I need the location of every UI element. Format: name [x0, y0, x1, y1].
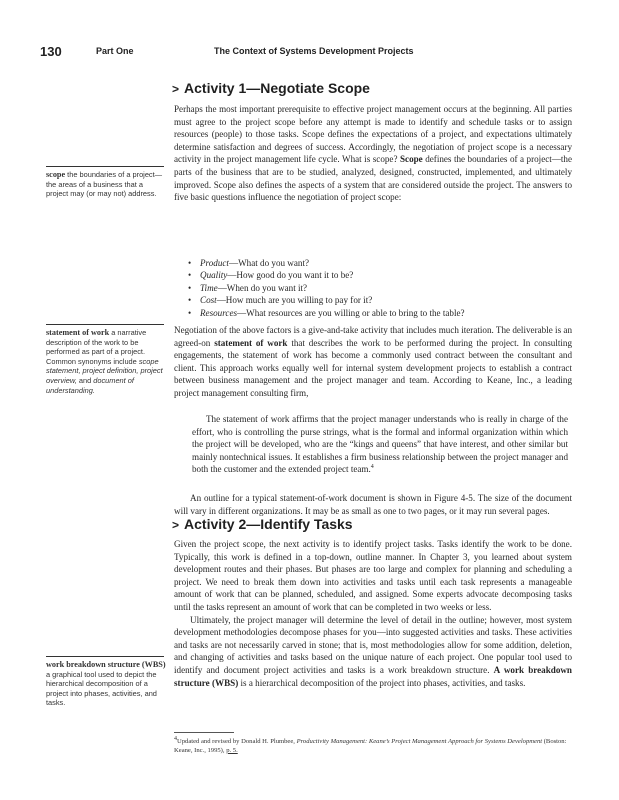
margin-rule [46, 656, 164, 657]
list-item: • Cost—How much are you willing to pay for it? [188, 294, 568, 306]
part-label: Part One [96, 46, 134, 56]
activity1-paragraph-2: Negotiation of the above factors is a give-and-take activity that includes much iteration. The deliverable is an agreed-on statement of work that describes the work to be performed during the project. In consulting engagements, the statement of work has become a commonly used contract between the consultant and client. This approach works equally well for internal system development projects to establish a contract between business management and the project manager and team. According to Keane, Inc., a leading project management consulting firm, [174, 325, 572, 398]
margin-rule [46, 166, 164, 167]
margin-rule [46, 324, 164, 325]
list-item: • Time—When do you want it? [188, 282, 568, 294]
list-item: • Product—What do you want? [188, 257, 568, 269]
statement-of-work-term: statement of work [214, 337, 288, 348]
running-title: The Context of Systems Development Projects [214, 46, 414, 56]
activity2-heading: > Activity 2—Identify Tasks [172, 516, 353, 532]
activity1-heading: > Activity 1—Negotiate Scope [172, 80, 370, 96]
activity1-paragraph-3: An outline for a typical statement-of-work document is shown in Figure 4-5. The size of the document will vary in different organizations. It may be as small as one to two pages, or it may run several pages. [174, 493, 572, 516]
margin-note-wbs: work breakdown structure (WBS) a graphical tool used to depict the hierarchical decomposition of a project into phases, activities, and tasks. [46, 656, 166, 708]
margin-note-statement-of-work: statement of work a narrative description of the work to be performed as part of a project. Common synonyms include scope statement, project definition, project overview, and document of understanding. [46, 324, 166, 395]
footnote: $^4$Updated and revised by Donald H. Plumbee, Productivity Management: Keane’s Project Management Approach for Systems Development (Boston: Keane, Inc., 1995), p. 5. [174, 735, 567, 754]
scope-term: Scope [399, 154, 423, 165]
list-item: • Quality—How good do you want it to be? [188, 269, 568, 281]
activity1-paragraph-1: Perhaps the most important prerequisite to effective project management occurs at the beginning. All parties must agree to the project scope before any attempt is made to identify and schedule tasks or to assign resources (people) to those tasks. Scope defines the expectations of a project, and expectations ultimately determine satisfaction and degrees of success. Accordingly, the negotiation of project scope is a necessary activity in the project management life cycle. What is scope? Scope defines the boundaries of a project—the parts of the business that are to be studied, analyzed, designed, constructed, implemented, and ultimately improved. Scope also defines the aspects of a system that are considered outside the project. The answers to five basic questions influence the negotiation of project scope: [174, 104, 572, 203]
chevron-right-icon: > [172, 518, 180, 532]
scope-questions-list [188, 257, 568, 319]
chevron-right-icon: > [172, 82, 180, 96]
activity2-body: Given the project scope, the next activity is to identify project tasks. Tasks identify the work to be done. Typically, this work is defined in a top-down, outline manner. In Chapter 3, you learned about system development routes and their phases. But phases are too large and complex for planning and scheduling a project. We need to break them down into activities and tasks until each task represents a manageable amount of work that can be planned, scheduled, and assigned. Some experts advocate decomposing tasks until the tasks represent an amount of work that can be completed in two weeks or less. Ultimately, the project manager will determine the level of detail in the outline; however, most system development methodologies decompose phases for you—into suggested activities and tasks. These activities and tasks are not necessarily carved in stone; that is, most methodologies allow for some addition, deletion, and changing of activities and tasks based on the unique nature of each project. One popular tool used to identify and document project activities and tasks is a work breakdown structure. A work breakdown structure (WBS) is a hierarchical decomposition of the project into phases, activities, and tasks. [174, 539, 572, 688]
page-number: 130 [40, 44, 62, 59]
list-item: • Resources—What resources are you willing or able to bring to the table? [188, 307, 568, 319]
keane-quote: The statement of work affirms that the project manager understands who is really in charge of the effort, who is controlling the purse strings, what is the formal and informal organization within which the project will be developed, who are the “kings and queens” that have interest, and other similar but mainly nontechnical issues. It establishes a firm business relationship between the project manager and both the customer and the extended project team.$^4$ [192, 414, 568, 475]
margin-note-scope: scope the boundaries of a project—the areas of a business that a project may (or may not) address. [46, 166, 166, 199]
wbs-term: A work breakdown structure (WBS) [174, 664, 572, 688]
footnote-marker: 4 [370, 464, 374, 471]
running-header [40, 44, 580, 60]
footnote-rule [174, 732, 234, 733]
